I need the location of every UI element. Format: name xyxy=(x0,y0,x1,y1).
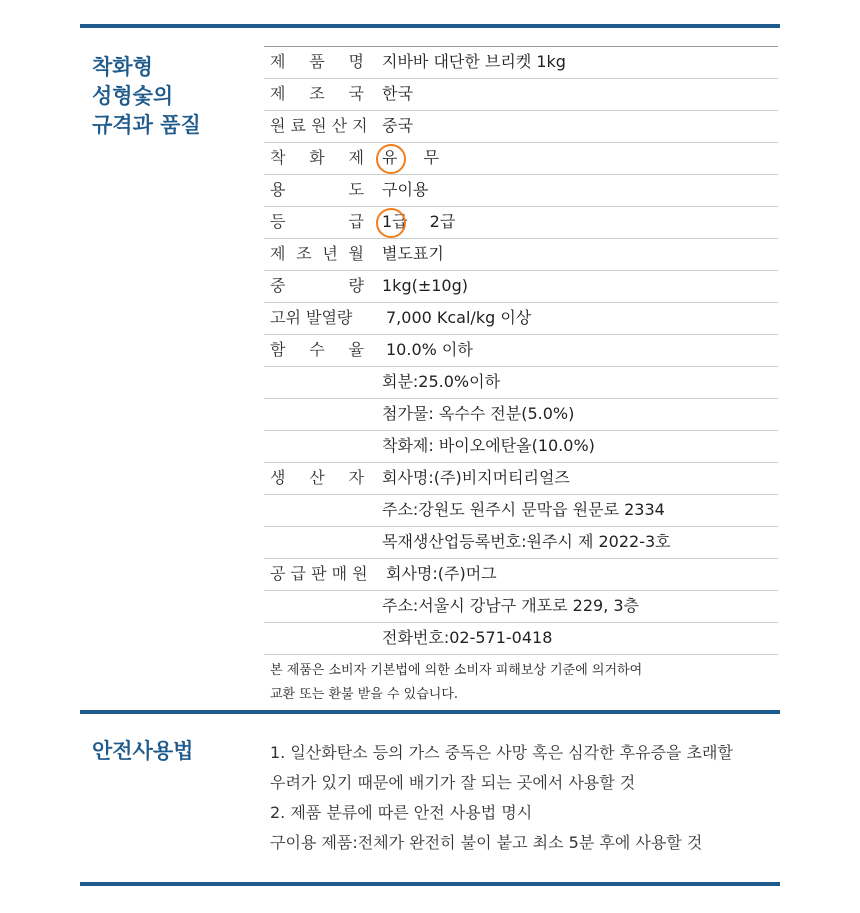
safety-line: 1. 일산화탄소 등의 가스 중독은 사망 혹은 심각한 후유증을 초래할 xyxy=(270,743,733,762)
selected-option: 1급 xyxy=(382,207,408,237)
spec-label: 생 산 자 xyxy=(270,468,364,487)
spec-row xyxy=(264,430,778,462)
spec-title-line: 착화형 xyxy=(92,55,153,79)
spec-value: 회사명:(주)머그 xyxy=(386,564,497,583)
notice-line: 본 제품은 소비자 기본법에 의한 소비자 피해보상 기준에 의거하여 xyxy=(270,663,643,678)
spec-table xyxy=(264,46,778,707)
safety-section-title: 안전사용법 xyxy=(92,739,194,763)
spec-value: 한국 xyxy=(382,84,413,103)
spec-row xyxy=(264,558,778,590)
middle-divider xyxy=(80,710,780,714)
spec-label: 제 조 국 xyxy=(270,84,364,103)
spec-value: 구이용 xyxy=(382,180,429,199)
safety-line: 구이용 제품:전체가 완전히 불이 붙고 최소 5분 후에 사용할 것 xyxy=(270,833,703,852)
spec-section-title xyxy=(92,53,201,140)
spec-title-line: 성형숯의 xyxy=(92,84,174,108)
spec-label: 공 급 판 매 원 xyxy=(270,564,368,583)
option: 2급 xyxy=(429,212,456,231)
spec-value: 첨가물: 옥수수 전분(5.0%) xyxy=(382,404,575,423)
bottom-divider xyxy=(80,882,780,886)
spec-value: 10.0% 이하 xyxy=(386,340,473,359)
spec-label: 함 수 율 xyxy=(270,340,364,359)
spec-label: 용 도 xyxy=(270,180,364,199)
top-divider xyxy=(80,24,780,28)
selected-option: 유 xyxy=(382,143,397,173)
spec-value: 중국 xyxy=(382,116,413,135)
spec-value: 주소:강원도 원주시 문막읍 원문로 2334 xyxy=(382,500,665,519)
spec-row xyxy=(264,366,778,398)
spec-label: 등 급 xyxy=(270,212,364,231)
spec-value: 착화제: 바이오에탄올(10.0%) xyxy=(382,436,595,455)
spec-value: 전화번호:02-571-0418 xyxy=(382,628,553,647)
spec-row xyxy=(264,462,778,494)
spec-value: 목재생산업등록번호:원주시 제 2022-3호 xyxy=(382,532,671,551)
spec-row xyxy=(264,398,778,430)
safety-line: 2. 제품 분류에 따른 안전 사용법 명시 xyxy=(270,803,533,822)
spec-row xyxy=(264,110,778,142)
spec-title-line: 규격과 품질 xyxy=(92,113,201,137)
spec-label: 제 품 명 xyxy=(270,52,364,71)
spec-row xyxy=(264,206,778,238)
safety-instructions xyxy=(270,738,733,858)
spec-value: 회사명:(주)비지머티리얼즈 xyxy=(382,468,570,487)
spec-row xyxy=(264,174,778,206)
spec-row xyxy=(264,238,778,270)
spec-row xyxy=(264,494,778,526)
spec-label: 착 화 제 xyxy=(270,148,364,167)
notice xyxy=(264,654,778,707)
spec-row xyxy=(264,270,778,302)
spec-row xyxy=(264,526,778,558)
spec-row xyxy=(264,78,778,110)
spec-value: 1kg(±10g) xyxy=(382,276,469,295)
spec-row xyxy=(264,622,778,654)
spec-label: 원 료 원 산 지 xyxy=(270,116,368,135)
safety-line: 우려가 있기 때문에 배기가 잘 되는 곳에서 사용할 것 xyxy=(270,773,636,792)
spec-label: 제 조 년 월 xyxy=(270,244,364,263)
spec-value xyxy=(382,207,455,237)
option: 무 xyxy=(423,148,439,167)
spec-value: 7,000 Kcal/kg 이상 xyxy=(386,308,532,327)
spec-row xyxy=(264,334,778,366)
spec-row xyxy=(264,46,778,78)
spec-value: 회분:25.0%이하 xyxy=(382,372,501,391)
spec-value: 별도표기 xyxy=(382,244,444,263)
spec-value xyxy=(382,143,439,173)
spec-label: 고위 발열량 xyxy=(270,308,353,327)
spec-value: 주소:서울시 강남구 개포로 229, 3층 xyxy=(382,596,640,615)
spec-label: 중 량 xyxy=(270,276,364,295)
spec-row xyxy=(264,590,778,622)
spec-value: 지바바 대단한 브리켓 1kg xyxy=(382,52,566,71)
spec-row xyxy=(264,302,778,334)
spec-row xyxy=(264,142,778,174)
notice-line: 교환 또는 환불 받을 수 있습니다. xyxy=(270,687,459,702)
